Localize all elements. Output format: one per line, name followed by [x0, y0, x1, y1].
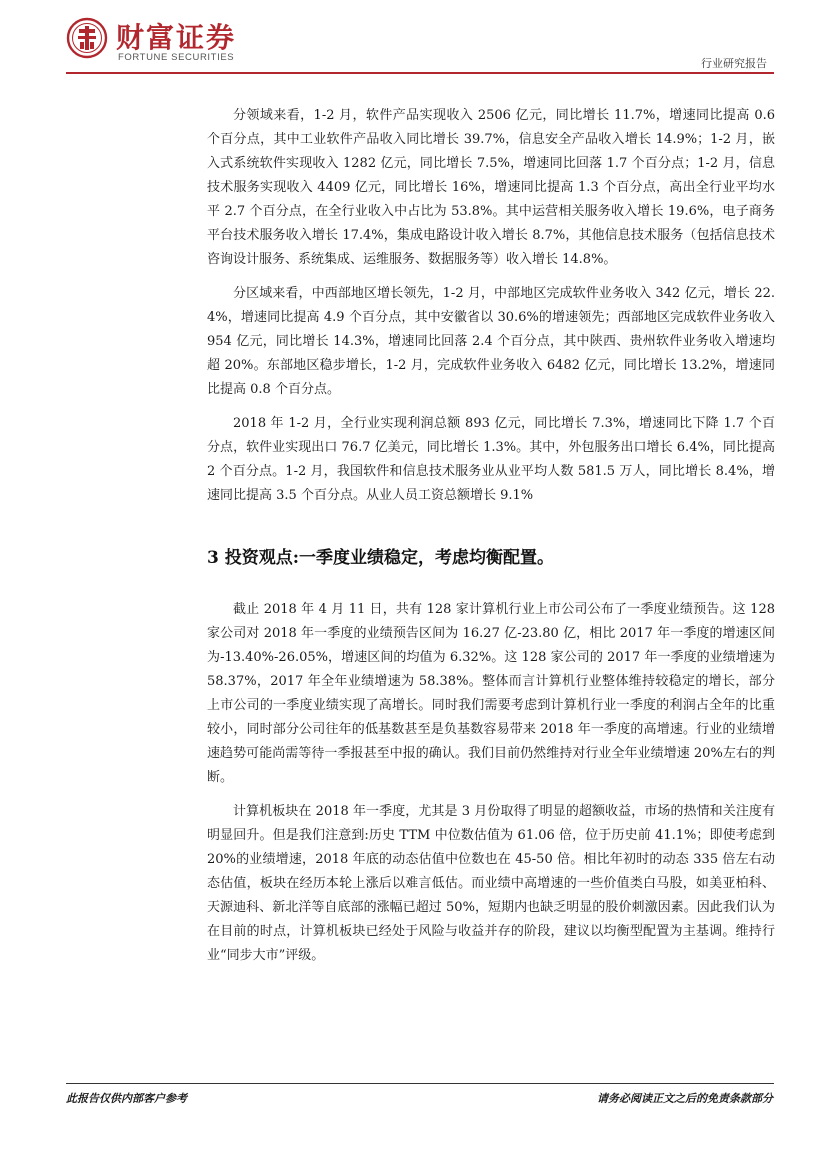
paragraph-domain-breakdown: 分领域来看，1-2 月，软件产品实现收入 2506 亿元，同比增长 11.7%，增速同比提高 0.6 个百分点，其中工业软件产品收入同比增长 39.7%，信息安全产品收入增长 14.9%；1-2 月，嵌入式系统软件实现收入 1282 亿元，同比增长 7.5%，增速同比回落 1.7 个百分点；1-2 月，信息技术服务实现收入 4409 亿元，同比增长 16%，增速同比提高 1.3 个百分点，高出全行业平均水平 2.7 个百分点，在全行业收入中占比为 53.8%。其中运营相关服务收入增长 19.6%，电子商务平台技术服务收入增长 17.4%，集成电路设计收入增长 8.7%，其他信息技术服务（包括信息技术咨询设计服务、系统集成、运维服务、数据服务等）收入增长 14.8%。 — [207, 108, 775, 267]
main-content — [207, 104, 775, 978]
paragraph-profit-export: 2018 年 1-2 月，全行业实现利润总额 893 亿元，同比增长 7.3%，增速同比下降 1.7 个百分点，软件业实现出口 76.7 亿美元，同比增长 1.3%。其中，外包服务出口增长 6.4%，同比提高 2 个百分点。1-2 月，我国软件和信息技术服务业从业平均人数 581.5 万人，同比增长 8.4%，增速同比提高 3.5 个百分点。从业人员工资总额增长 9.1% — [207, 416, 775, 503]
header-divider — [66, 72, 774, 74]
paragraph-valuation: 计算机板块在 2018 年一季度，尤其是 3 月份取得了明显的超额收益，市场的热情和关注度有明显回升。但是我们注意到:历史 TTM 中位数估值为 61.06 倍，位于历史前 41.1%；即使考虑到 20%的业绩增速，2018 年底的动态估值中位数也在 45-50 倍。相比年初时的动态 335 倍左右动态估值，板块在经历本轮上涨后以难言低估。而业绩中高增速的一些价值类白马股，如美亚柏科、天源迪科、新北洋等自底部的涨幅已超过 50%，短期内也缺乏明显的股价刺激因素。因此我们认为在目前的时点，计算机板块已经处于风险与收益并存的阶段，建议以均衡型配置为主基调。维持行业“同步大市”评级。 — [207, 804, 775, 963]
footer-divider — [66, 1083, 774, 1084]
report-type-label: 行业研究报告 — [701, 57, 767, 70]
paragraph-q1-forecast: 截止 2018 年 4 月 11 日，共有 128 家计算机行业上市公司公布了一季度业绩预告。这 128 家公司对 2018 年一季度的业绩预告区间为 16.27 亿-23.80 亿，相比 2017 年一季度的增速区间为-13.40%-26.05%，增速区间的均值为 6.32%。这 128 家公司的 2017 年一季度的业绩增速为 58.37%，2017 年全年业绩增速为 58.38%。整体而言计算机行业整体维持较稳定的增长，部分上市公司的一季度业绩实现了高增长。同时我们需要考虑到计算机行业一季度的利润占全年的比重较小，同时部分公司往年的低基数甚至是负基数容易带来 2018 年一季度的高增速。行业的业绩增速趋势可能尚需等待一季报甚至中报的确认。我们目前仍然维持对行业全年业绩增速 20%左右的判断。 — [207, 602, 775, 785]
fortune-logo-icon — [66, 17, 108, 59]
page-header — [0, 0, 827, 76]
paragraph-regional-breakdown: 分区域来看，中西部地区增长领先，1-2 月，中部地区完成软件业务收入 342 亿元，增长 22.4%，增速同比提高 4.9 个百分点，其中安徽省以 30.6%的增速领先；西部地区完成软件业务收入 954 亿元，同比增长 14.3%，增速同比回落 2.4 个百分点，其中陕西、贵州软件业务收入增速均超 20%。东部地区稳步增长，1-2 月，完成软件业务收入 6482 亿元，同比增长 13.2%，增速同比提高 0.8 个百分点。 — [207, 286, 775, 397]
section-title: 3 投资观点:一季度业绩稳定，考虑均衡配置。 — [207, 548, 555, 568]
footer-disclaimer-right: 请务必阅读正文之后的免责条款部分 — [597, 1092, 773, 1105]
brand-name-cn: 财富证券 — [116, 21, 237, 54]
brand-name-en: FORTUNE SECURITIES — [118, 52, 235, 63]
footer-disclaimer-left: 此报告仅供内部客户参考 — [66, 1092, 187, 1105]
